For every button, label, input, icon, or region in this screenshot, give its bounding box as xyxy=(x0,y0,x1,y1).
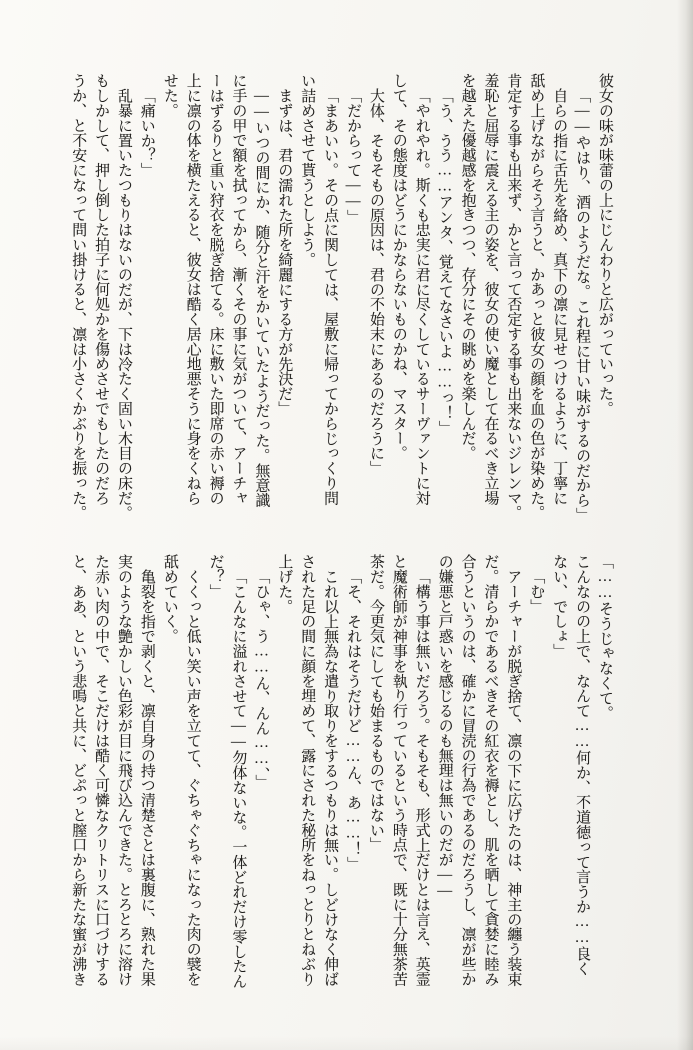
text-line: うか、と不安になって問い掛けると、凛は小さくかぶりを振った。 xyxy=(70,73,87,520)
text-line: 亀裂を指で剥くと、凛自身の持つ清楚さとは裏腹に、熟れた果 xyxy=(138,569,155,987)
text-block-bottom xyxy=(66,554,616,1029)
text-line: 「構う事は無いだろう。そもそも、形式上だけとは言え、英霊 xyxy=(413,569,430,987)
text-line: 「――やはり、酒のようだな。これ程に甘い味がするのだから」 xyxy=(574,88,591,523)
text-line: 「む」 xyxy=(528,569,545,614)
text-line: ――いつの間にか、随分と汗をかいていたようだった。無意識 xyxy=(253,88,270,508)
text-line: と魔術師が神事を執り行っているという時点で、既に十分無茶苦 xyxy=(390,554,407,987)
text-line: もしかして、押し倒した拍子に何処かを傷めさせでもしたのだろ xyxy=(93,73,110,506)
text-line: 「こんなに溢れさせて――勿体ないな。一体どれだけ零したん xyxy=(230,569,247,989)
text-line: 肯定する事も出来ず、かと言って否定する事も出来ないジレンマ。 xyxy=(505,73,522,520)
text-line: 舐めていく。 xyxy=(161,554,178,644)
text-line: の嫌悪と戸惑いを感じるのも無理は無いのだが―― xyxy=(436,554,453,899)
text-line: 「う、うう……アンタ、覚えてなさいよ……っ！」 xyxy=(436,88,453,436)
text-line: 実のような艶かしい色彩が目に飛び込んできた。とろとろに溶け xyxy=(115,554,132,987)
text-line: 「……そうじゃなくて。 xyxy=(597,554,613,721)
page-edge-shadow-right xyxy=(677,0,693,1050)
text-line: と、ああ、という悲鳴と共に、どぷっと膣口から新たな蜜が沸き xyxy=(70,554,87,987)
text-line: 「そ、それはそうだけど……ん、あ……！」 xyxy=(345,569,362,872)
text-line: 自らの指に舌先を絡め、真下の凛に見せつけるように、丁寧に xyxy=(551,88,568,506)
text-line: 乱暴に置いたつもりはないのだが、下は冷たく固い木目の床だ。 xyxy=(115,88,132,521)
text-line: 「だからって――」 xyxy=(345,88,362,225)
text-line: された足の間に顔を埋めて、露にされた秘所をねっとりとねぶり xyxy=(299,554,316,987)
text-line: アーチャーが脱ぎ捨て、凛の下に広げたのは、神主の纏う装束 xyxy=(505,569,522,987)
text-line: こんなのの上で、なんて……何か、不道徳って言うか……良く xyxy=(574,554,591,976)
text-line: ない、でしょ」 xyxy=(551,554,568,659)
text-line: 合うというのは、確かに冒涜の行為であるのだろうし、凛が些か xyxy=(459,554,476,987)
text-line: い詰めさせて貰うとしよう。 xyxy=(299,73,316,267)
text-line: 「ひゃ、う……ん、んん……、」 xyxy=(253,569,270,790)
text-line: 上に凛の体を横たえると、彼女は酷く居心地悪そうに身をくねら xyxy=(184,73,201,506)
text-line: して、その態度はどうにかならないものかね、マスター。 xyxy=(390,73,407,461)
text-line: 茶だ。今更気にしても始まるものではない」 xyxy=(367,554,384,852)
text-line: 「やれやれ。斯くも忠実に君に尽くしているサーヴァントに対 xyxy=(413,88,430,506)
text-line: に手の甲で額を拭ってから、漸くその事に気がついて、アーチャ xyxy=(230,73,247,506)
text-line: 舐め上げながらそう言うと、かあっと彼女の顔を血の色が染めた。 xyxy=(528,73,545,520)
text-line: 「まあいい。その点に関しては、屋敷に帰ってからじっくり問 xyxy=(322,88,339,506)
text-block-top xyxy=(66,73,616,548)
text-line: を越えた優越感を抱きつつ、存分にその眺めを楽しんだ。 xyxy=(459,73,476,461)
text-line: た赤い肉の中で、そこだけは酷く可憐なクリトリスに口づけする xyxy=(93,554,110,987)
text-line: だ？」 xyxy=(207,554,224,599)
text-line: まずは、君の濡れた所を綺麗にする方が先決だ」 xyxy=(276,88,293,416)
text-line: これ以上無為な遣り取りをするつもりは無い。しどけなく伸ば xyxy=(322,569,339,987)
text-line: ーはずるりと重い狩衣を脱ぎ捨てる。床に敷いた即席の赤い褥の xyxy=(207,73,224,506)
text-line: 「痛いか？」 xyxy=(138,88,155,178)
text-line: だ。清らかであるべきその紅衣を褥とし、肌を晒して貪婪に睦み xyxy=(482,554,499,987)
text-line: 大体、そもそもの原因は、君の不始末にあるのだろうに」 xyxy=(367,88,384,476)
text-line: 羞恥と屈辱に震える主の姿を、彼女の使い魔として在るべき立場 xyxy=(482,73,499,506)
page-edge-shadow-bottom xyxy=(0,1036,693,1050)
text-line: 上げた。 xyxy=(276,554,293,614)
text-line: 彼女の味が味蕾の上にじんわりと広がっていった。 xyxy=(597,73,613,416)
text-line: せた。 xyxy=(161,73,178,118)
text-line: くくっと低い笑い声を立てて、ぐちゃぐちゃになった肉の襞を xyxy=(184,569,201,987)
